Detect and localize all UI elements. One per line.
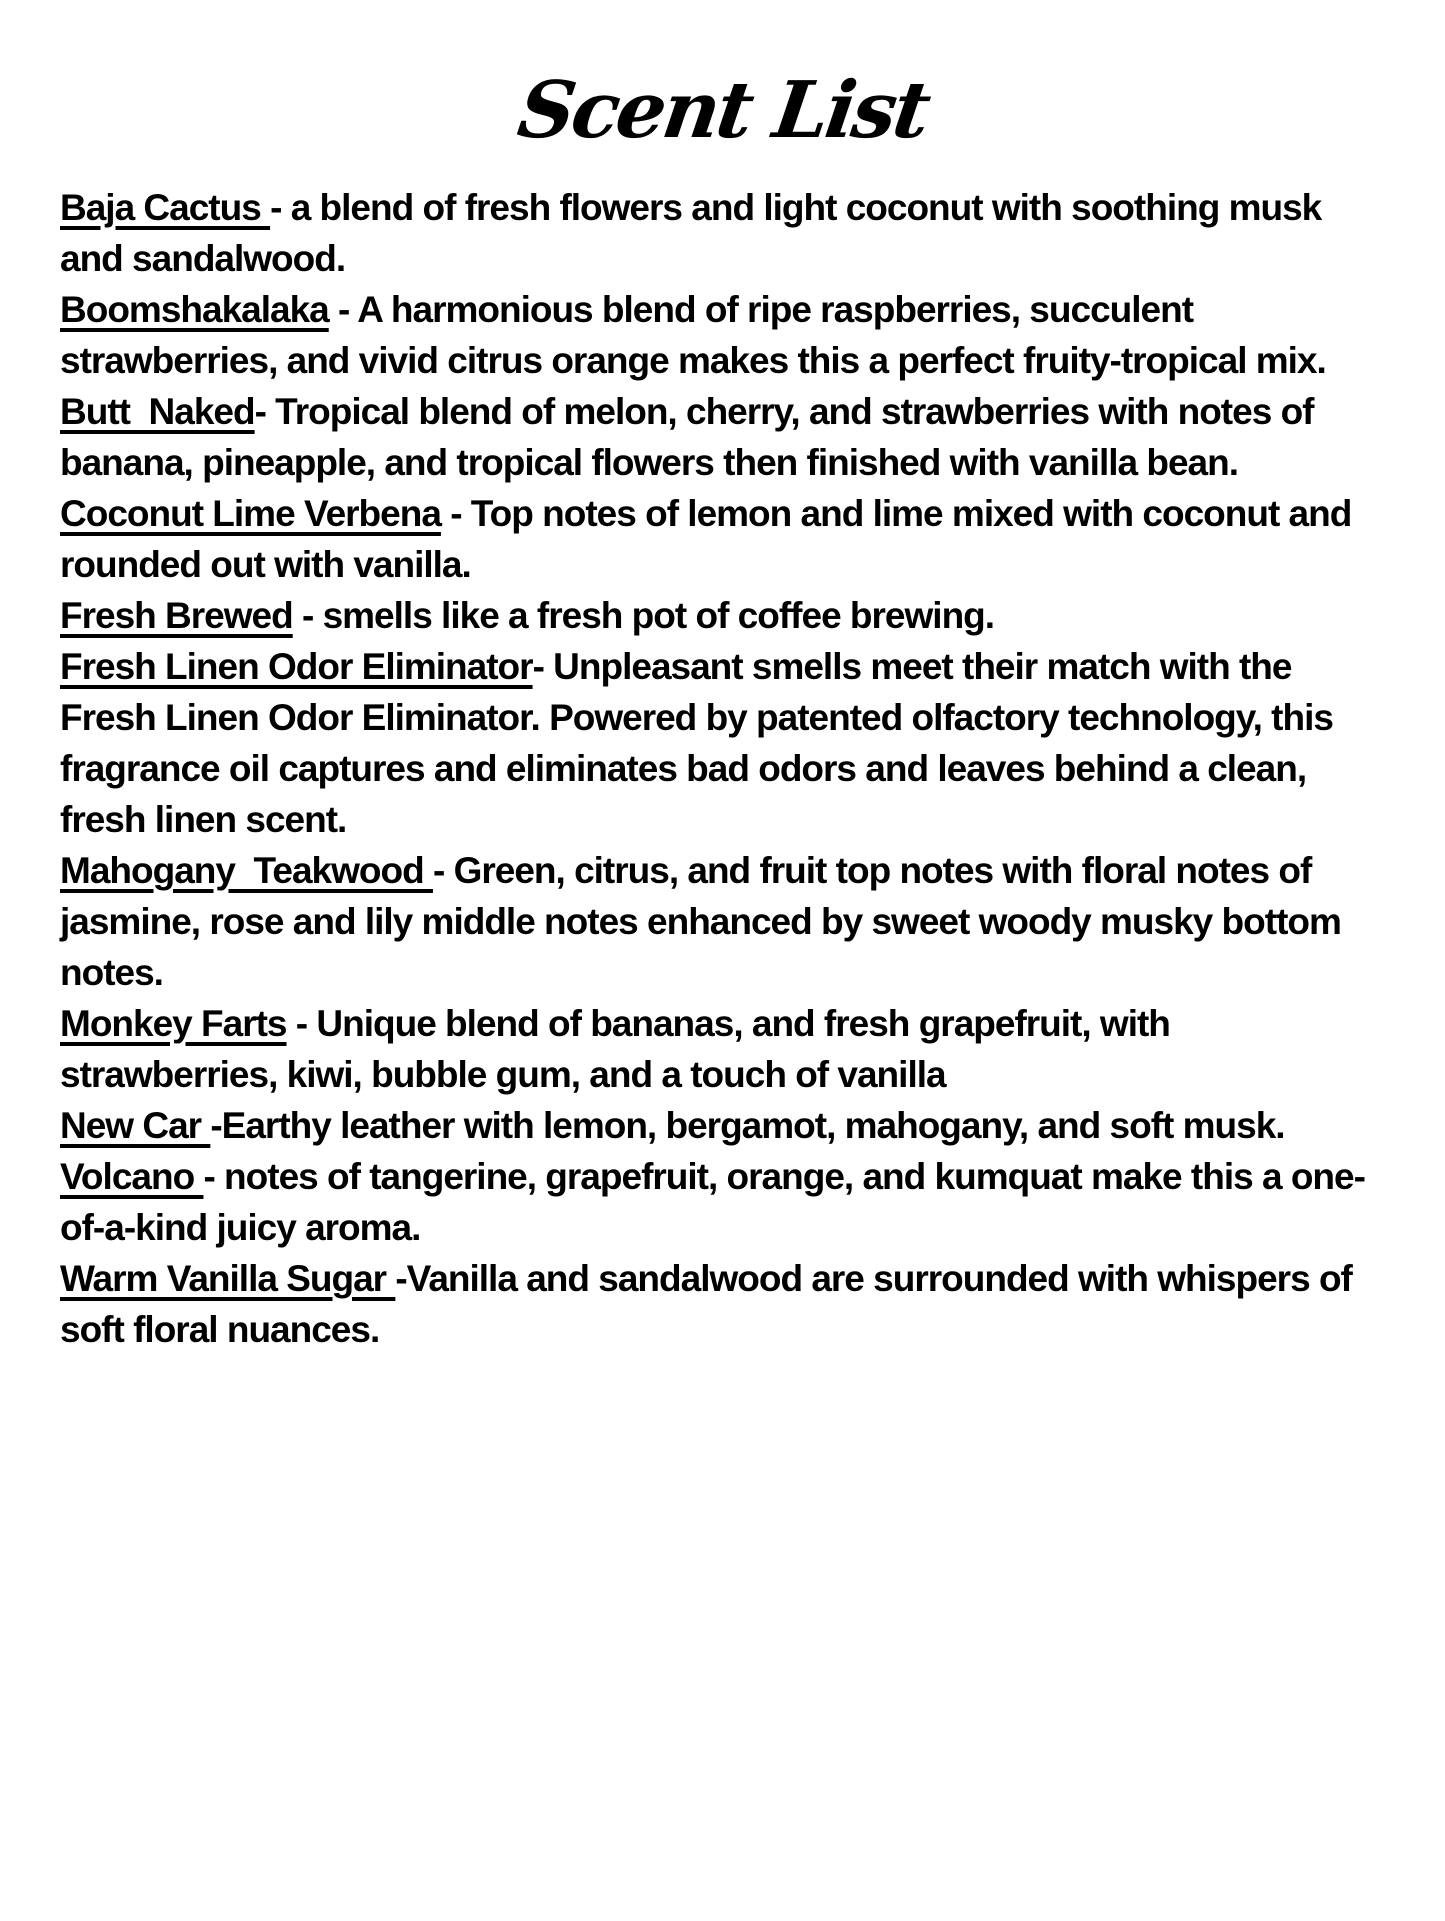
- scent-description: - Green, citrus, and fruit top notes with floral notes of jasmine, rose and lily middle notes enhanced by sweet woody musky bottom notes.: [60, 850, 1341, 993]
- scent-name: Butt Naked: [60, 391, 255, 432]
- scent-entry: [60, 1253, 1390, 1355]
- scent-entry: [60, 641, 1390, 845]
- scent-entry: [60, 386, 1390, 488]
- scent-entry: [60, 488, 1390, 590]
- scent-description: - Top notes of lemon and lime mixed with coconut and rounded out with vanilla.: [60, 493, 1352, 585]
- scent-name: New Car: [60, 1105, 211, 1146]
- scent-description: - Tropical blend of melon, cherry, and strawberries with notes of banana, pineapple, and tropical flowers then finished with vanilla bean.: [60, 391, 1314, 483]
- scent-name: Warm Vanilla Sugar: [60, 1258, 396, 1299]
- scent-description: -Vanilla and sandalwood are surrounded with whispers of soft floral nuances.: [60, 1258, 1352, 1350]
- scent-name: Fresh Brewed: [60, 595, 293, 636]
- scent-entry: [60, 590, 1390, 641]
- scent-description: - smells like a fresh pot of coffee brewing.: [292, 595, 995, 636]
- scent-description: - A harmonious blend of ripe raspberries, succulent strawberries, and vivid citrus orange makes this a perfect fruity-tropical mix.: [60, 289, 1326, 381]
- scent-name: Volcano: [60, 1156, 204, 1197]
- scent-name: Monkey Farts: [60, 1003, 287, 1044]
- scent-name: Fresh Linen Odor Eliminator: [60, 646, 533, 687]
- scent-name: Coconut Lime Verbena: [60, 493, 441, 534]
- scent-description: - Unique blend of bananas, and fresh grapefruit, with strawberries, kiwi, bubble gum, and a touch of vanilla: [60, 1003, 1170, 1095]
- scent-name: Baja Cactus: [60, 187, 271, 228]
- title-area: [0, 50, 1445, 172]
- scent-description: - notes of tangerine, grapefruit, orange, and kumquat make this a one-of-a-kind juicy aroma.: [60, 1156, 1365, 1248]
- scent-entry: [60, 1100, 1390, 1151]
- scent-description: - a blend of fresh flowers and light coconut with soothing musk and sandalwood.: [60, 187, 1322, 279]
- scent-entry: [60, 845, 1390, 998]
- scent-entry: [60, 1151, 1390, 1253]
- scent-name: Mahogany Teakwood: [60, 850, 433, 891]
- scent-entry: [60, 998, 1390, 1100]
- page-title: Scent List: [512, 65, 933, 156]
- scent-description: -Earthy leather with lemon, bergamot, mahogany, and soft musk.: [210, 1105, 1285, 1146]
- scent-name: Boomshakalaka: [60, 289, 329, 330]
- scent-list: [60, 182, 1390, 1355]
- scent-entry: [60, 284, 1390, 386]
- scent-entry: [60, 182, 1390, 284]
- scent-description: - Unpleasant smells meet their match with the Fresh Linen Odor Eliminator. Powered by patented olfactory technology, this fragrance oil captures and eliminates bad odors and leaves behind a clean, fresh linen scent.: [60, 646, 1333, 840]
